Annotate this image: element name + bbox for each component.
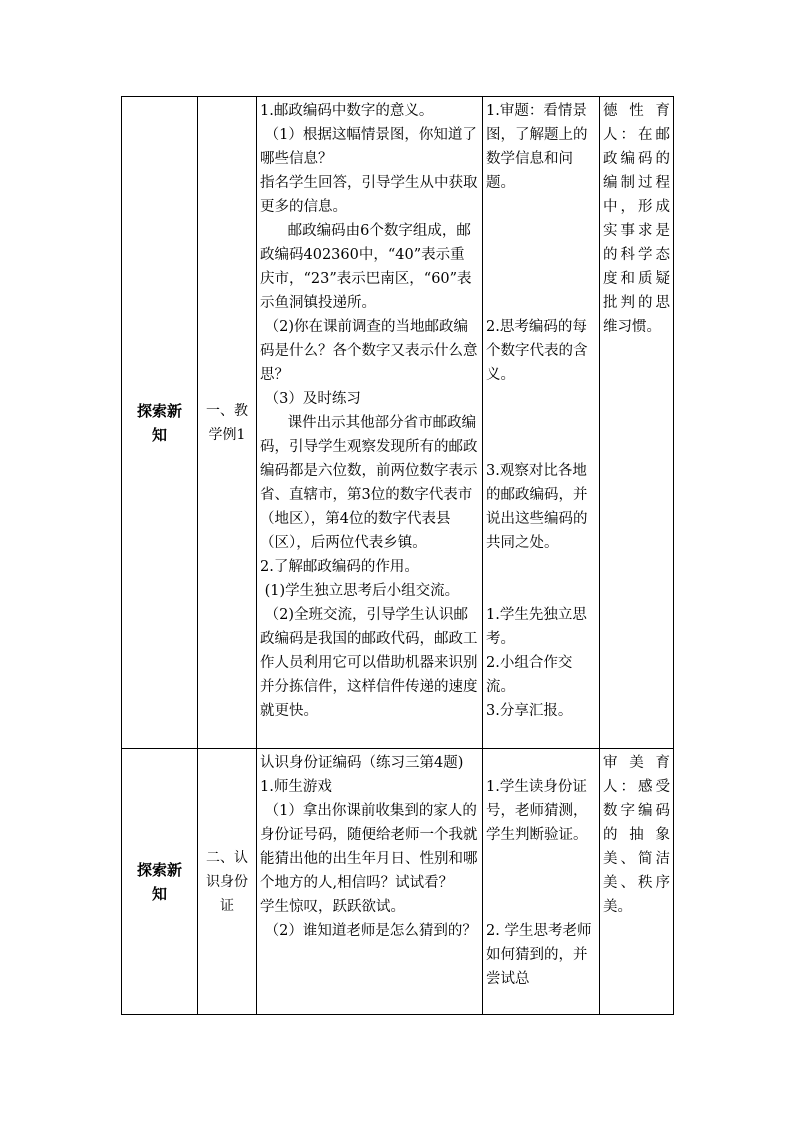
education-goal-cell bbox=[600, 749, 674, 1015]
activity-line: 3.分享汇报。 bbox=[486, 703, 573, 719]
content-line: （2）谁知道老师是怎么猜到的？ bbox=[260, 923, 477, 939]
content-line: 1.邮政编码中数字的意义。 bbox=[260, 103, 434, 119]
goal-text: 审美育人：感受数字编码的抽象美、简洁美、秩序美。 bbox=[603, 755, 670, 915]
content-line: （1）拿出你课前收集到的家人的身份证号码，随便给老师一个我就能猜出他的出生年月日、性别和哪个地方的人,相信吗？试试看？ bbox=[260, 803, 478, 891]
section-cell: 探索新知 bbox=[122, 97, 198, 749]
activity-line: 2.小组合作交流。 bbox=[486, 655, 573, 695]
content-line: （2)全班交流，引导学生认识邮政编码是我国的邮政代码，邮政工作人员利用它可以借助机器来识别并分拣信件，这样信件传递的速度就更快。 bbox=[260, 607, 478, 719]
activity-line: 1.学生读身份证号，老师猜测，学生判断验证。 bbox=[486, 779, 588, 843]
table-row bbox=[122, 749, 674, 1015]
content-line: （1）根据这幅情景图，你知道了哪些信息？ bbox=[260, 127, 477, 167]
activity-line: 2. 学生思考老师如何猜到的，并尝试总 bbox=[486, 923, 592, 987]
content-line: (1)学生独立思考后小组交流。 bbox=[260, 583, 460, 599]
content-line: （2)你在课前调查的当地邮政编码是什么？各个数字又表示什么意思？ bbox=[260, 319, 478, 383]
content-line: 1.师生游戏 bbox=[260, 779, 332, 795]
content-line: 学生惊叹，跃跃欲试。 bbox=[260, 899, 405, 915]
teaching-content-cell bbox=[257, 749, 483, 1015]
activity-line: 3.观察对比各地的邮政编码，并说出这些编码的共同之处。 bbox=[486, 463, 588, 551]
content-line: 课件出示其他部分省市邮政编码，引导学生观察发现所有的邮政编码都是六位数，前两位数字表示省、直辖市，第3位的数字代表市（地区），第4位的数字代表县（区），后两位代表乡镇。 bbox=[260, 415, 478, 551]
goal-text: 德性育人：在邮政编码的编制过程中，形成实事求是的科学态度和质疑批判的思维习惯。 bbox=[603, 103, 670, 335]
content-line: 邮政编码由6个数字组成，邮政编码402360中，“40”表示重庆市，“23”表示巴南区，“60”表示鱼洞镇投递所。 bbox=[260, 223, 472, 311]
activity-line: 1.审题：看情景图，了解题上的数学信息和问题。 bbox=[486, 103, 588, 191]
student-activity-cell bbox=[483, 749, 600, 1015]
content-line: 2.了解邮政编码的作用。 bbox=[260, 559, 419, 575]
teaching-part-cell: 二、认识身份证 bbox=[198, 749, 257, 1015]
content-line: （3）及时练习 bbox=[260, 391, 361, 407]
lesson-plan-table bbox=[121, 96, 674, 1015]
section-cell: 探索新知 bbox=[122, 749, 198, 1015]
teaching-part-cell: 一、教学例1 bbox=[198, 97, 257, 749]
table-row bbox=[122, 97, 674, 749]
activity-line: 2.思考编码的每个数字代表的含义。 bbox=[486, 319, 588, 383]
education-goal-cell bbox=[600, 97, 674, 749]
activity-line: 1.学生先独立思考。 bbox=[486, 607, 587, 647]
teaching-content-cell bbox=[257, 97, 483, 749]
content-line: 认识身份证编码（练习三第4题) bbox=[260, 755, 464, 771]
student-activity-cell bbox=[483, 97, 600, 749]
content-line: 指名学生回答，引导学生从中获取更多的信息。 bbox=[260, 175, 478, 215]
